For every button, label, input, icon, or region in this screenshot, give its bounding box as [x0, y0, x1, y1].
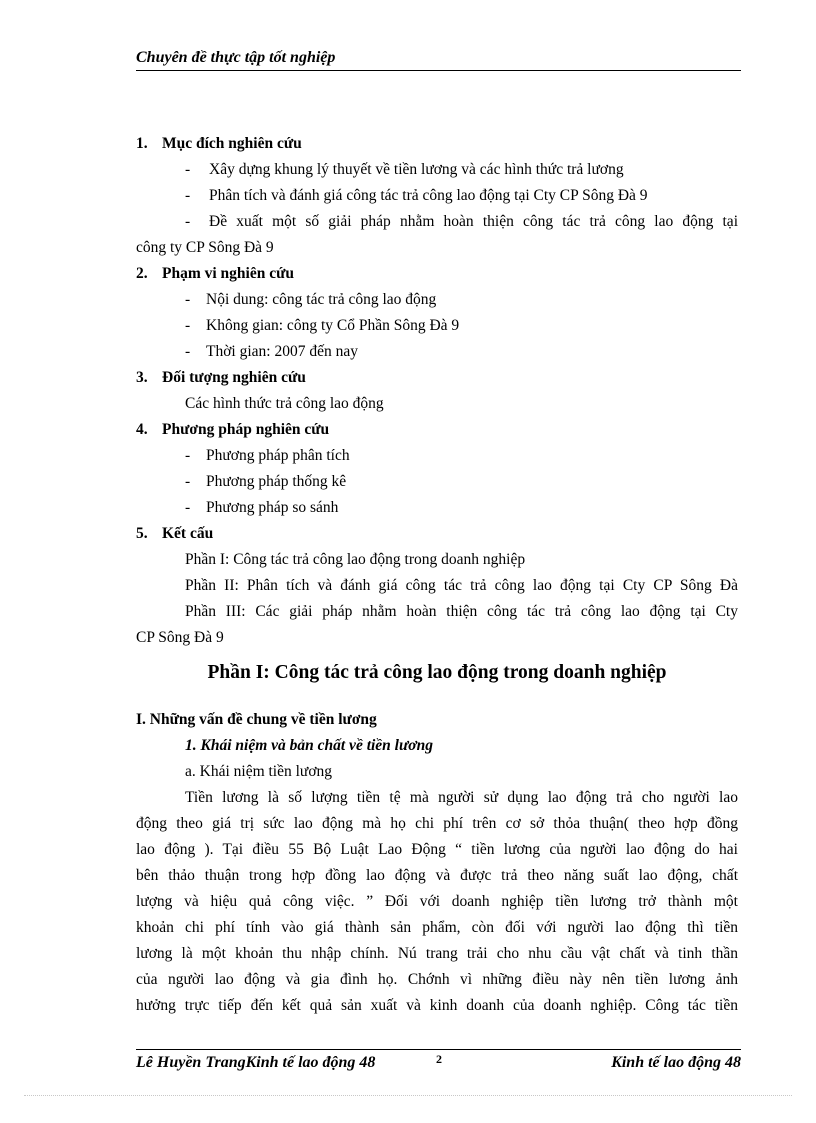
header-rule [136, 70, 741, 71]
paragraph-line: hưởng trực tiếp đến kết quả sản xuất và kinh doanh của doanh nghiệp. Công tác tiền [136, 997, 738, 1014]
list-item: - Phương pháp phân tích [185, 447, 350, 464]
list-item-continuation: CP Sông Đà 9 [136, 629, 224, 646]
section-4-heading: 4. Phương pháp nghiên cứu [136, 421, 330, 438]
document-body [136, 131, 738, 1019]
list-item: - Phân tích và đánh giá công tác trả công lao động tại Cty CP Sông Đà 9 [185, 187, 648, 204]
paragraph-line: lao động ). Tại điều 55 Bộ Luật Lao Động “ tiền lương của người lao động do hai [136, 841, 738, 858]
section-3-heading: 3. Đối tượng nghiên cứu [136, 369, 306, 386]
paragraph-line: bên thảo thuận trong hợp đồng lao động và được trả theo năng suất lao động, chất [136, 867, 738, 884]
list-item: - Phương pháp thống kê [185, 473, 347, 490]
footer-course: Kinh tế lao động 48 [611, 1054, 741, 1071]
paragraph-line: động theo giá trị sức lao động mà họ chi phí trên cơ sở thỏa thuận( theo hợp đồng [136, 815, 738, 832]
paragraph-line: lượng và hiệu quả công việc. ” Đối với doanh nghiệp tiền lương trở thành một [136, 893, 738, 910]
page-header: Chuyên đề thực tập tốt nghiệp [136, 49, 336, 66]
list-item: - Thời gian: 2007 đến nay [185, 343, 358, 360]
footer-author: Lê Huyền TrangKinh tế lao động 48 [136, 1054, 376, 1071]
section-1-heading: 1. Mục đích nghiên cứu [136, 135, 302, 152]
list-item: Phần I: Công tác trả công lao động trong doanh nghiệp [185, 551, 526, 568]
list-item: Phần III: Các giải pháp nhằm hoàn thiện công tác trả công lao động tại Cty [185, 603, 738, 620]
paragraph-line: khoản chi phí tính vào giá thành sản phẩm, còn đối với người lao động thì tiền [136, 919, 738, 936]
list-item: - Xây dựng khung lý thuyết về tiền lương và các hình thức trả lương [185, 161, 624, 178]
list-item: Phần II: Phân tích và đánh giá công tác trả công lao động tại Cty CP Sông Đà [185, 577, 738, 594]
section-5-heading: 5. Kết cấu [136, 525, 214, 542]
page-number: 2 [436, 1052, 442, 1066]
section-3-text: Các hình thức trả công lao động [185, 395, 384, 412]
sub-a-label: a. Khái niệm tiền lương [185, 763, 333, 780]
paragraph-line: Tiền lương là số lượng tiền tệ mà người sử dụng lao động trả cho người lao [185, 789, 738, 806]
part-title: Phần I: Công tác trả công lao động trong doanh nghiệp [207, 662, 667, 683]
paragraph-line: của người lao động và gia đình họ. Chớnh vì những điều này nên tiền lương ảnh [136, 971, 738, 988]
section-2-heading: 2. Phạm vi nghiên cứu [136, 265, 295, 282]
footer-rule [136, 1049, 741, 1050]
list-item: - Đề xuất một số giải pháp nhằm hoàn thiện công tác trả công lao động tại [185, 213, 738, 230]
chapter-heading: I. Những vấn đề chung về tiền lương [136, 711, 377, 728]
list-item: - Phương pháp so sánh [185, 499, 339, 516]
page-boundary [24, 1095, 792, 1096]
list-item: - Không gian: công ty Cổ Phần Sông Đà 9 [185, 317, 460, 334]
list-item: - Nội dung: công tác trả công lao động [185, 291, 437, 308]
chapter-subheading: 1. Khái niệm và bản chất về tiền lương [185, 737, 433, 754]
paragraph-line: lương là một khoản thu nhập chính. Nú trang trải cho nhu cầu vật chất và tinh thần [136, 945, 738, 962]
list-item-continuation: công ty CP Sông Đà 9 [136, 239, 274, 256]
